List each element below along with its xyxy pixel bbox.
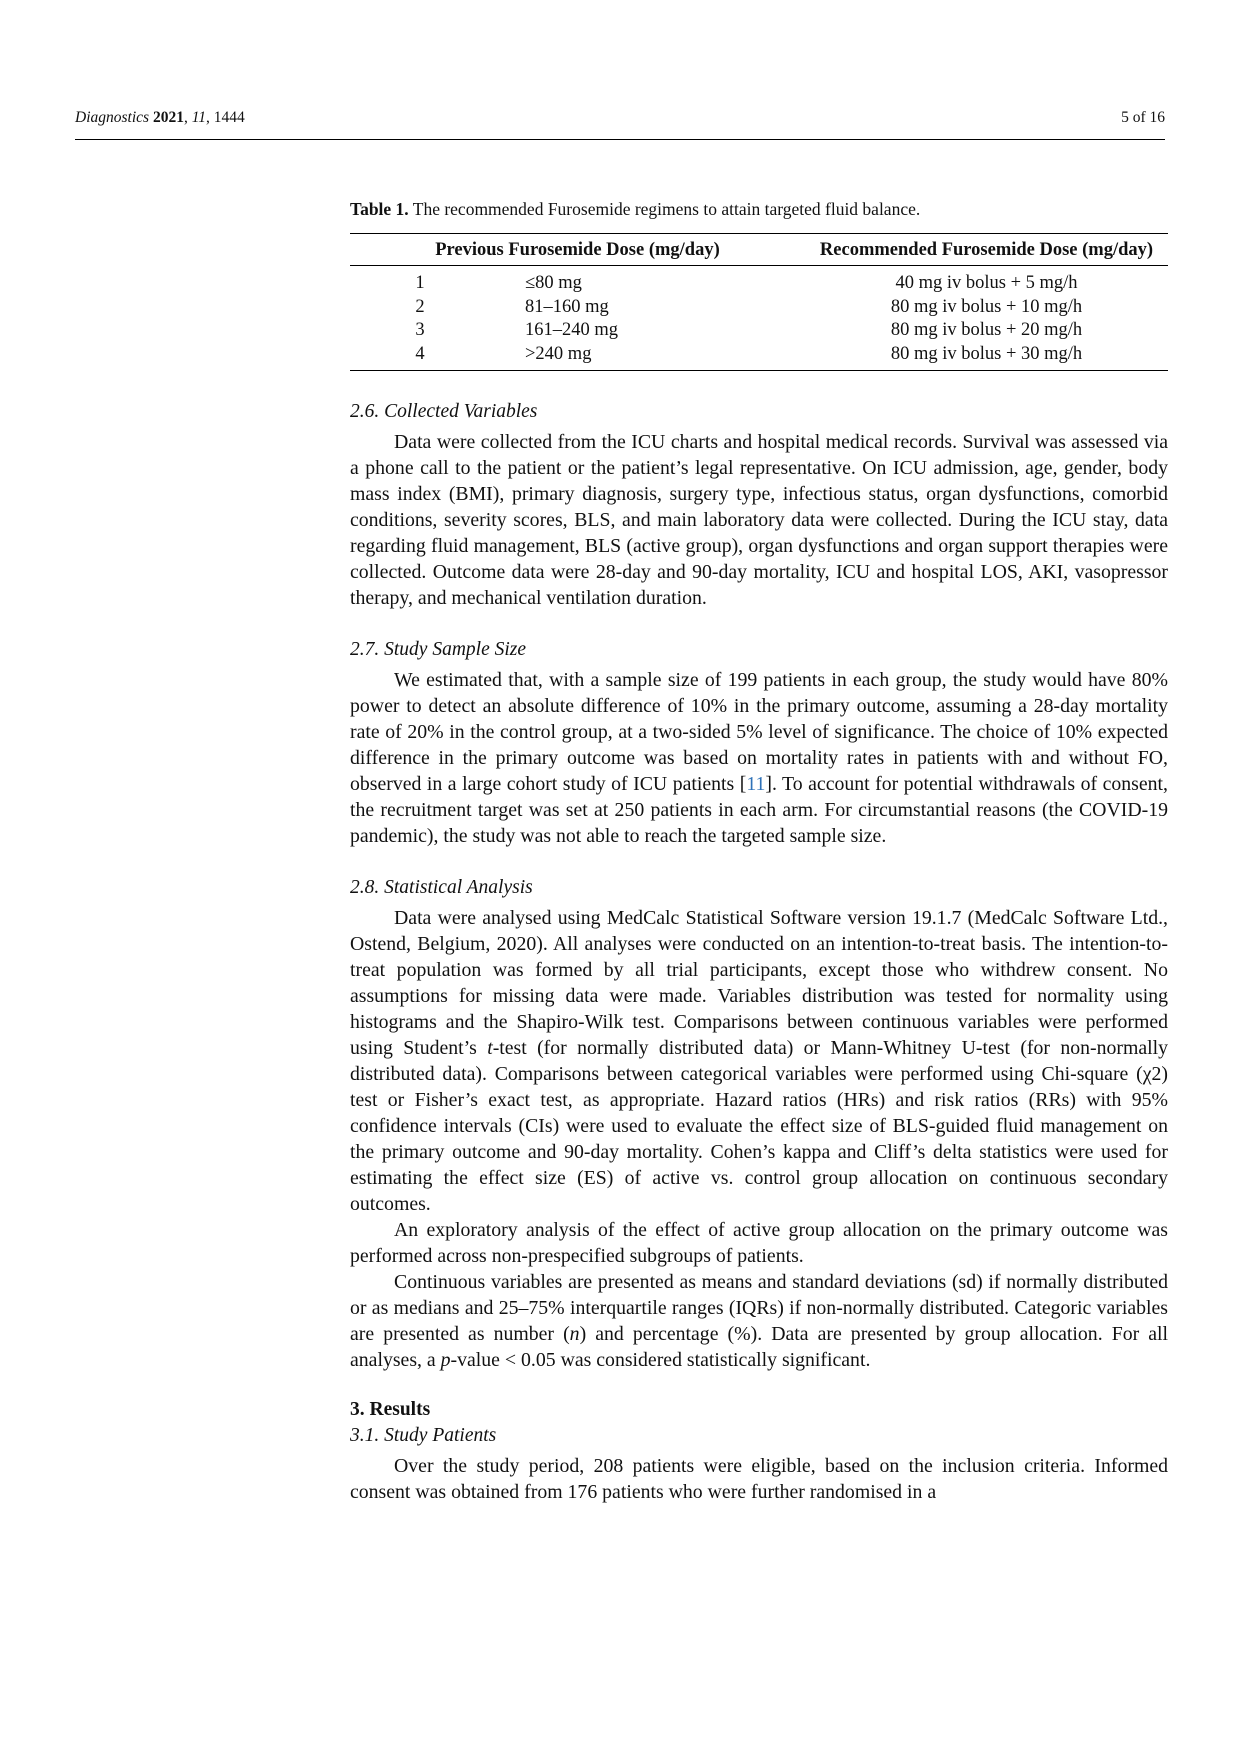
- table-row: [350, 296, 1168, 320]
- recommended-dose: 80 mg iv bolus + 20 mg/h: [890, 320, 1083, 340]
- section-heading-3-1: 3.1. Study Patients: [350, 1425, 497, 1446]
- row-number: 1: [415, 273, 425, 293]
- row-number: 3: [415, 320, 425, 340]
- page-number: 5 of 16: [1121, 109, 1165, 126]
- table-caption: Table 1. The recommended Furosemide regimens to attain targeted fluid balance.: [350, 199, 921, 219]
- row-number: 4: [415, 343, 425, 364]
- table-row: [350, 319, 1168, 343]
- section-heading-2-8: 2.8. Statistical Analysis: [350, 877, 533, 898]
- page-content: [350, 196, 1168, 1505]
- recommended-dose: 80 mg iv bolus + 10 mg/h: [890, 296, 1083, 317]
- previous-dose: 161–240 mg: [525, 320, 619, 340]
- furosemide-table: [350, 233, 1168, 371]
- section-heading-3: 3. Results: [350, 1399, 431, 1420]
- paragraph: Over the study period, 208 patients were eligible, based on the inclusion criteria. Informed consent was obtained from 176 patients who were further randomised in a: [350, 1455, 1168, 1503]
- table-header-previous: Previous Furosemide Dose (mg/day): [350, 234, 805, 266]
- previous-dose: 81–160 mg: [525, 296, 609, 317]
- previous-dose: >240 mg: [525, 343, 592, 364]
- citation-link[interactable]: 11: [746, 773, 766, 795]
- table-row: [350, 343, 1168, 371]
- recommended-dose: 80 mg iv bolus + 30 mg/h: [890, 343, 1083, 364]
- paragraph: Continuous variables are presented as means and standard deviations (sd) if normally distributed or as medians and 25–75% interquartile ranges (IQRs) if non-normally distributed. Categoric variables are presented as number (n) and percentage (%). Data are presented by group allocation. For all analyses, a p-value < 0.05 was considered statistically significant.: [350, 1271, 1169, 1371]
- paragraph: Data were analysed using MedCalc Statistical Software version 19.1.7 (MedCalc Software Ltd., Ostend, Belgium, 2020). All analyses were conducted on an intention-to-treat basis. The intention-to-treat population was formed by all trial participants, except those who withdrew consent. No assumptions for missing data were made. Variables distribution was tested for normality using histograms and the Shapiro-Wilk test. Comparisons between continuous variables were performed using Student’s t-test (for normally distributed data) or Mann-Whitney U-test (for non-normally distributed data). Comparisons between categorical variables were performed using Chi-square (χ2) test or Fisher’s exact test, as appropriate. Hazard ratios (HRs) and risk ratios (RRs) with 95% confidence intervals (CIs) were used to evaluate the effect size of BLS-guided fluid management on the primary outcome and 90-day mortality. Cohen’s kappa and Cliff’s delta statistics were used for estimating the effect size (ES) of active vs. control group allocation on continuous secondary outcomes.: [350, 907, 1168, 1215]
- running-header: [75, 109, 1165, 140]
- section-heading-2-6: 2.6. Collected Variables: [350, 401, 538, 422]
- section-heading-2-7: 2.7. Study Sample Size: [350, 639, 527, 660]
- table-row: [350, 266, 1168, 296]
- previous-dose: ≤80 mg: [525, 273, 582, 293]
- journal-citation: Diagnostics 2021, 11, 1444: [75, 109, 245, 126]
- recommended-dose: 40 mg iv bolus + 5 mg/h: [895, 273, 1078, 293]
- table-header-recommended: Recommended Furosemide Dose (mg/day): [805, 234, 1168, 266]
- paragraph: An exploratory analysis of the effect of active group allocation on the primary outcome was performed across non-prespecified subgroups of patients.: [350, 1219, 1168, 1267]
- paragraph: We estimated that, with a sample size of 199 patients in each group, the study would have 80% power to detect an absolute difference of 10% in the primary outcome, assuming a 28-day mortality rate of 20% in the control group, at a two-sided 5% level of significance. The choice of 10% expected difference in the primary outcome was based on mortality rates in patients with and without FO, observed in a large cohort study of ICU patients [11]. To account for potential withdrawals of consent, the recruitment target was set at 250 patients in each arm. For circumstantial reasons (the COVID-19 pandemic), the study was not able to reach the targeted sample size.: [350, 669, 1168, 847]
- row-number: 2: [415, 296, 425, 317]
- paragraph: Data were collected from the ICU charts and hospital medical records. Survival was assessed via a phone call to the patient or the patient’s legal representative. On ICU admission, age, gender, body mass index (BMI), primary diagnosis, surgery type, infectious status, organ dysfunctions, comorbid conditions, severity scores, BLS, and main laboratory data were collected. During the ICU stay, data regarding fluid management, BLS (active group), organ dysfunctions and organ support therapies were collected. Outcome data were 28-day and 90-day mortality, ICU and hospital LOS, AKI, vasopressor therapy, and mechanical ventilation duration.: [350, 431, 1168, 609]
